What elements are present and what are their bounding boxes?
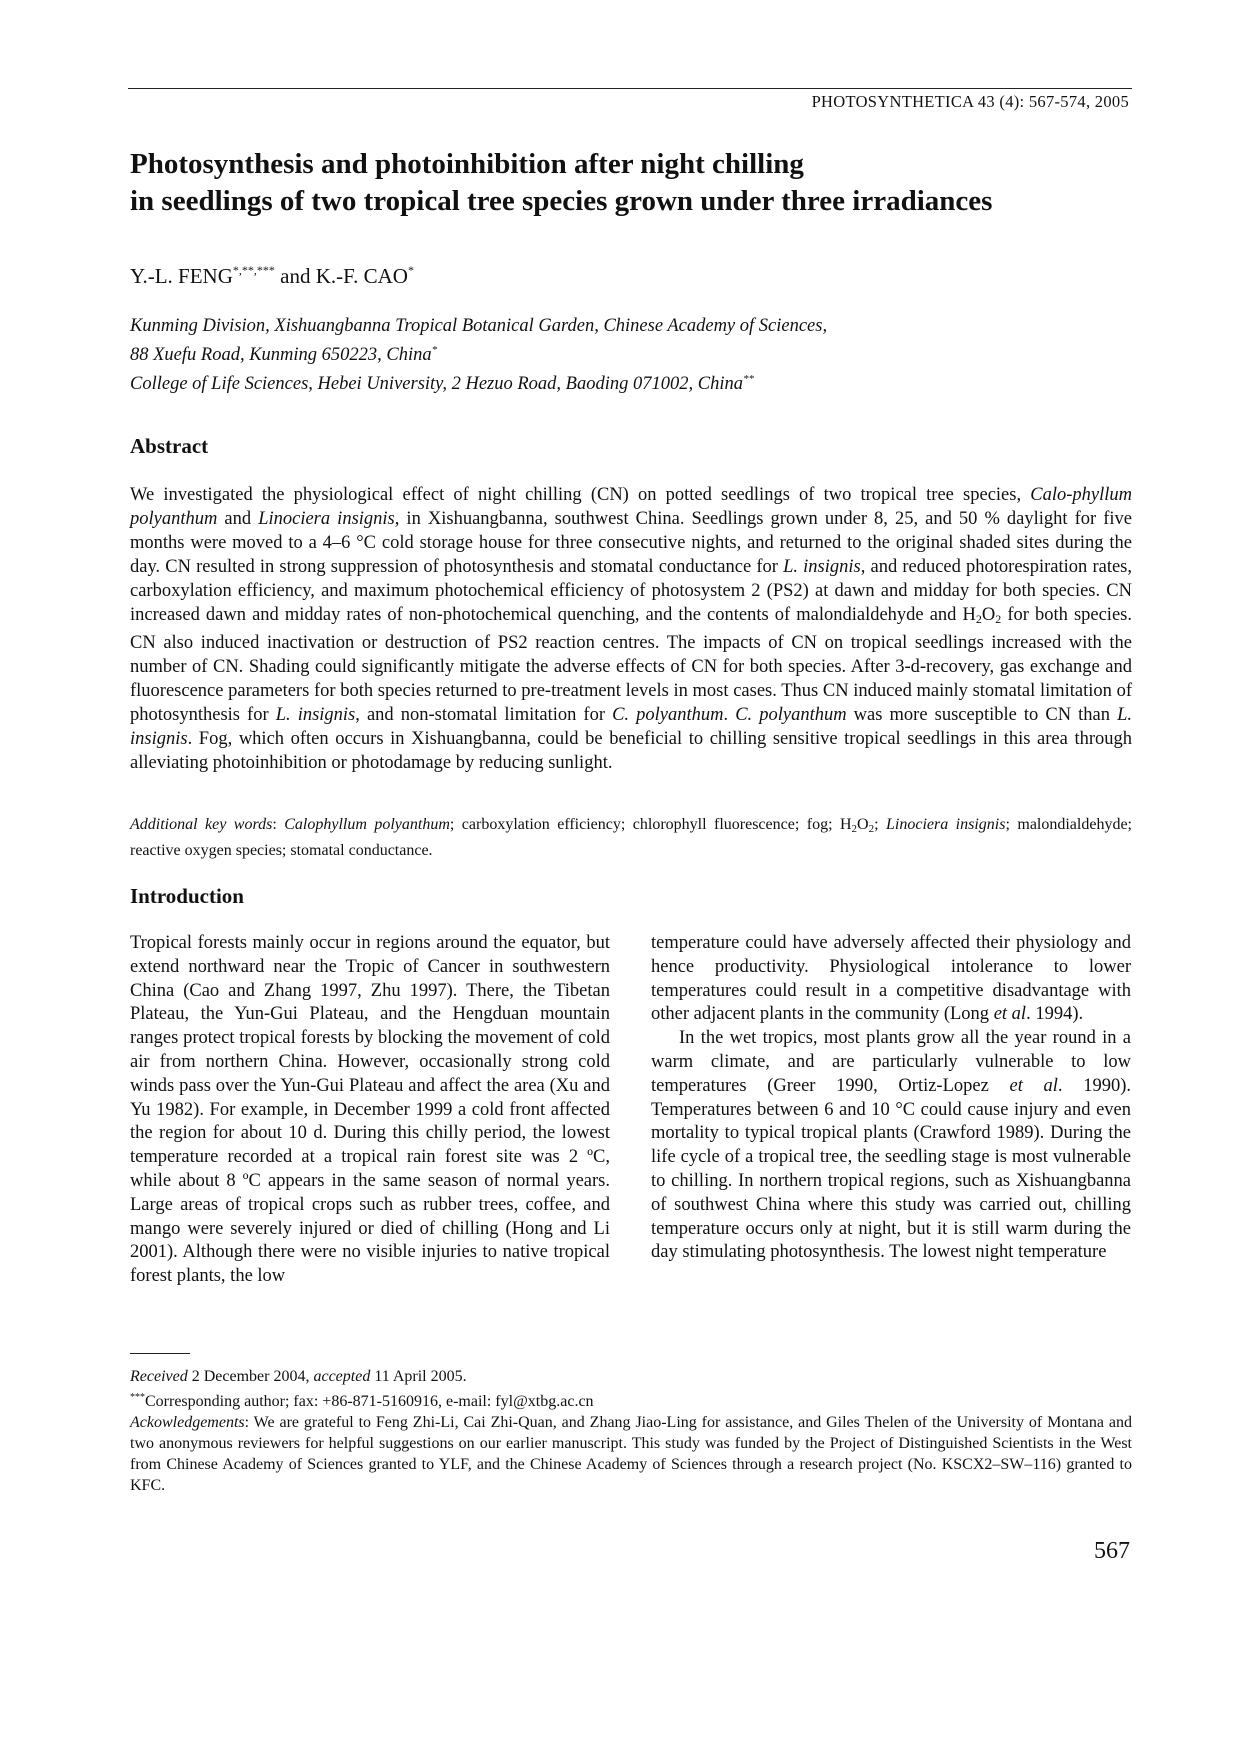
species-name: Calo-phyllum polyanthum: [130, 485, 1132, 529]
species-name: L. insignis: [275, 705, 356, 725]
species-name: Linociera insignis: [258, 509, 395, 529]
received-label: Received: [130, 1368, 188, 1385]
page-number: 567: [1094, 1538, 1130, 1564]
affiliation-line-3: College of Life Sciences, Hebei University, 2 Hezuo Road, Baoding 071002, China: [130, 374, 743, 394]
keywords-seg: :: [272, 816, 285, 833]
author-conjunction: and: [274, 264, 316, 288]
keywords-seg: ; malondialdehyde; reactive oxygen species; stomatal conductance.: [130, 816, 1133, 859]
article-title: [130, 146, 1130, 220]
abstract-seg: , and non-stomatal limitation for: [355, 705, 613, 725]
introduction-heading: Introduction: [130, 884, 244, 908]
corr-text: Corresponding author; fax: +86-871-5160916, e-mail: fyl@xtbg.ac.cn: [145, 1393, 594, 1410]
intro-seg: . 1994).: [1026, 1004, 1084, 1025]
intro-seg: temperature could have adversely affected their physiology and hence productivity. Physiological intolerance to lower temperatures could result in a competitive disadvantage with other adjacent plants in the community (Long: [651, 933, 1131, 1025]
intro-seg: . 1990). Temperatures between 6 and 10 °C could cause injury and even mortality to typical tropical plants (Crawford 1989). During the life cycle of a tropical tree, the seedling stage is most vulnerable to chilling. In northern tropical regions, such as Xishuangbanna of southwest China where this study was carried out, chilling temperature occurs only at night, but it is still warm during the day stimulating photosynthesis. The lowest night temperature: [651, 1075, 1131, 1263]
abstract-text: [130, 483, 1132, 775]
subscript: 2: [868, 823, 875, 835]
keywords-seg: ; carboxylation efficiency; chlorophyll fluorescence; fog; H: [449, 816, 852, 833]
affiliation-line-2: 88 Xuefu Road, Kunming 650223, China: [130, 345, 432, 365]
abstract-seg: was more susceptible to CN than: [846, 705, 1118, 725]
intro-column-left: [130, 932, 610, 1289]
header-rule: [128, 88, 1132, 89]
author-2: K.-F. CAO: [315, 264, 408, 288]
species-name: C. polyanthum: [735, 705, 847, 725]
author-list: [130, 263, 414, 289]
abstract-seg: . Fog, which often occurs in Xishuangbanna, could be beneficial to chilling sensitive tropical seedlings in this area through alleviating photoinhibition or photodamage by reducing sunlight.: [130, 729, 1132, 773]
author-1: Y.-L. FENG: [130, 264, 233, 288]
affiliations: [130, 314, 1130, 396]
corr-mark: ***: [130, 1392, 145, 1403]
abstract-seg: .: [723, 705, 736, 725]
intro-seg: In the wet tropics, most plants grow all the year round in a warm climate, and are particularly vulnerable to low temperatures (Greer 1990, Ortiz-Lopez: [651, 1028, 1131, 1096]
author-1-marks: *,**,***: [232, 263, 275, 277]
abstract-seg: , in Xishuangbanna, southwest China. Seedlings grown under 8, 25, and 50 % daylight for five months were moved to a 4–6 °C cold storage house for three consecutive nights, and returned to the original shaded sites during the day. CN resulted in strong suppression of photosynthesis and stomatal conductance for: [130, 509, 1132, 577]
subscript: 2: [851, 823, 858, 835]
footnote-rule: [130, 1353, 190, 1354]
title-line-2: in seedlings of two tropical tree species grown under three irradiances: [130, 185, 993, 217]
affiliation-line-3-mark: **: [742, 373, 754, 385]
intro-column-right: [651, 932, 1131, 1265]
journal-citation: PHOTOSYNTHETICA 43 (4): 567-574, 2005: [811, 92, 1129, 111]
subscript: 2: [975, 612, 982, 626]
intro-paragraph: [651, 932, 1131, 1027]
abstract-seg: for both species. CN also induced inactivation or destruction of PS2 reaction centres. The impacts of CN on tropical seedlings increased with the number of CN. Shading could significantly mitigate the adverse effects of CN for both species. After 3-d-recovery, gas exchange and fluorescence parameters for both species returned to pre-treatment levels in most cases. Thus CN induced mainly stomatal limitation of photosynthesis for: [130, 605, 1132, 725]
acknowledgements: [130, 1412, 1132, 1496]
et-al: et al: [993, 1004, 1027, 1025]
title-line-1: Photosynthesis and photoinhibition after night chilling: [130, 148, 804, 180]
abstract-heading: Abstract: [130, 434, 209, 458]
ack-label: Ackowledgements: [130, 1414, 245, 1431]
species-name: L. insignis: [130, 705, 1132, 749]
abstract-seg: and: [217, 509, 259, 529]
corresponding-author: [130, 1387, 1132, 1412]
abstract-seg: O: [981, 605, 996, 625]
keyword-species: Linociera insignis: [886, 816, 1006, 833]
keyword-species: Calophyllum polyanthum: [284, 816, 450, 833]
affiliation-line-1: Kunming Division, Xishuangbanna Tropical Botanical Garden, Chinese Academy of Sciences,: [130, 316, 828, 336]
keywords-seg: O: [857, 816, 869, 833]
key-words: [130, 814, 1132, 861]
footnotes: [130, 1366, 1132, 1496]
keywords-label: Additional key words: [130, 816, 273, 833]
author-2-marks: *: [407, 263, 414, 277]
affiliation-line-2-mark: *: [431, 344, 438, 356]
received-line: [130, 1366, 1132, 1387]
ack-text: : We are grateful to Feng Zhi-Li, Cai Zhi-Quan, and Zhang Jiao-Ling for assistance, and Giles Thelen of the University of Montana and two anonymous reviewers for helpful suggestions on our earlier manuscript. This study was funded by the Project of Distinguished Scientists in the West from Chinese Academy of Sciences granted to YLF, and the Chinese Academy of Sciences through a research project (No. KSCX2–SW–116) granted to KFC.: [130, 1414, 1132, 1494]
species-name: L. insignis: [783, 557, 861, 577]
abstract-seg: , and reduced photorespiration rates, carboxylation efficiency, and maximum photochemical efficiency of photosystem 2 (PS2) at dawn and midday for both species. CN increased dawn and midday rates of non-photochemical quenching, and the contents of malondialdehyde and H: [130, 557, 1133, 625]
subscript: 2: [995, 612, 1002, 626]
intro-paragraph: Tropical forests mainly occur in regions around the equator, but extend northward near the Tropic of Cancer in southwestern China (Cao and Zhang 1997, Zhu 1997). There, the Tibetan Plateau, the Yun-Gui Plateau, and the Hengduan mountain ranges protect tropical forests by blocking the movement of cold air from northern China. However, occasionally strong cold winds pass over the Yun-Gui Plateau and affect the area (Xu and Yu 1982). For example, in December 1999 a cold front affected the region for about 10 d. During this chilly period, the lowest temperature recorded at a tropical rain forest site was 2 ºC, while about 8 ºC appears in the same season of normal years. Large areas of tropical crops such as rubber trees, coffee, and mango were severely injured or died of chilling (Hong and Li 2001). Although there were no visible injuries to native tropical forest plants, the low: [130, 933, 610, 1287]
keywords-seg: ;: [874, 816, 886, 833]
received-date: 2 December 2004,: [187, 1368, 314, 1385]
intro-paragraph: [651, 1027, 1131, 1265]
et-al: et al: [1009, 1075, 1058, 1096]
accepted-label: accepted: [313, 1368, 371, 1385]
species-name: C. polyanthum: [612, 705, 724, 725]
accepted-date: 11 April 2005.: [370, 1368, 467, 1385]
abstract-seg: We investigated the physiological effect of night chilling (CN) on potted seedlings of two tropical tree species,: [130, 485, 1031, 505]
